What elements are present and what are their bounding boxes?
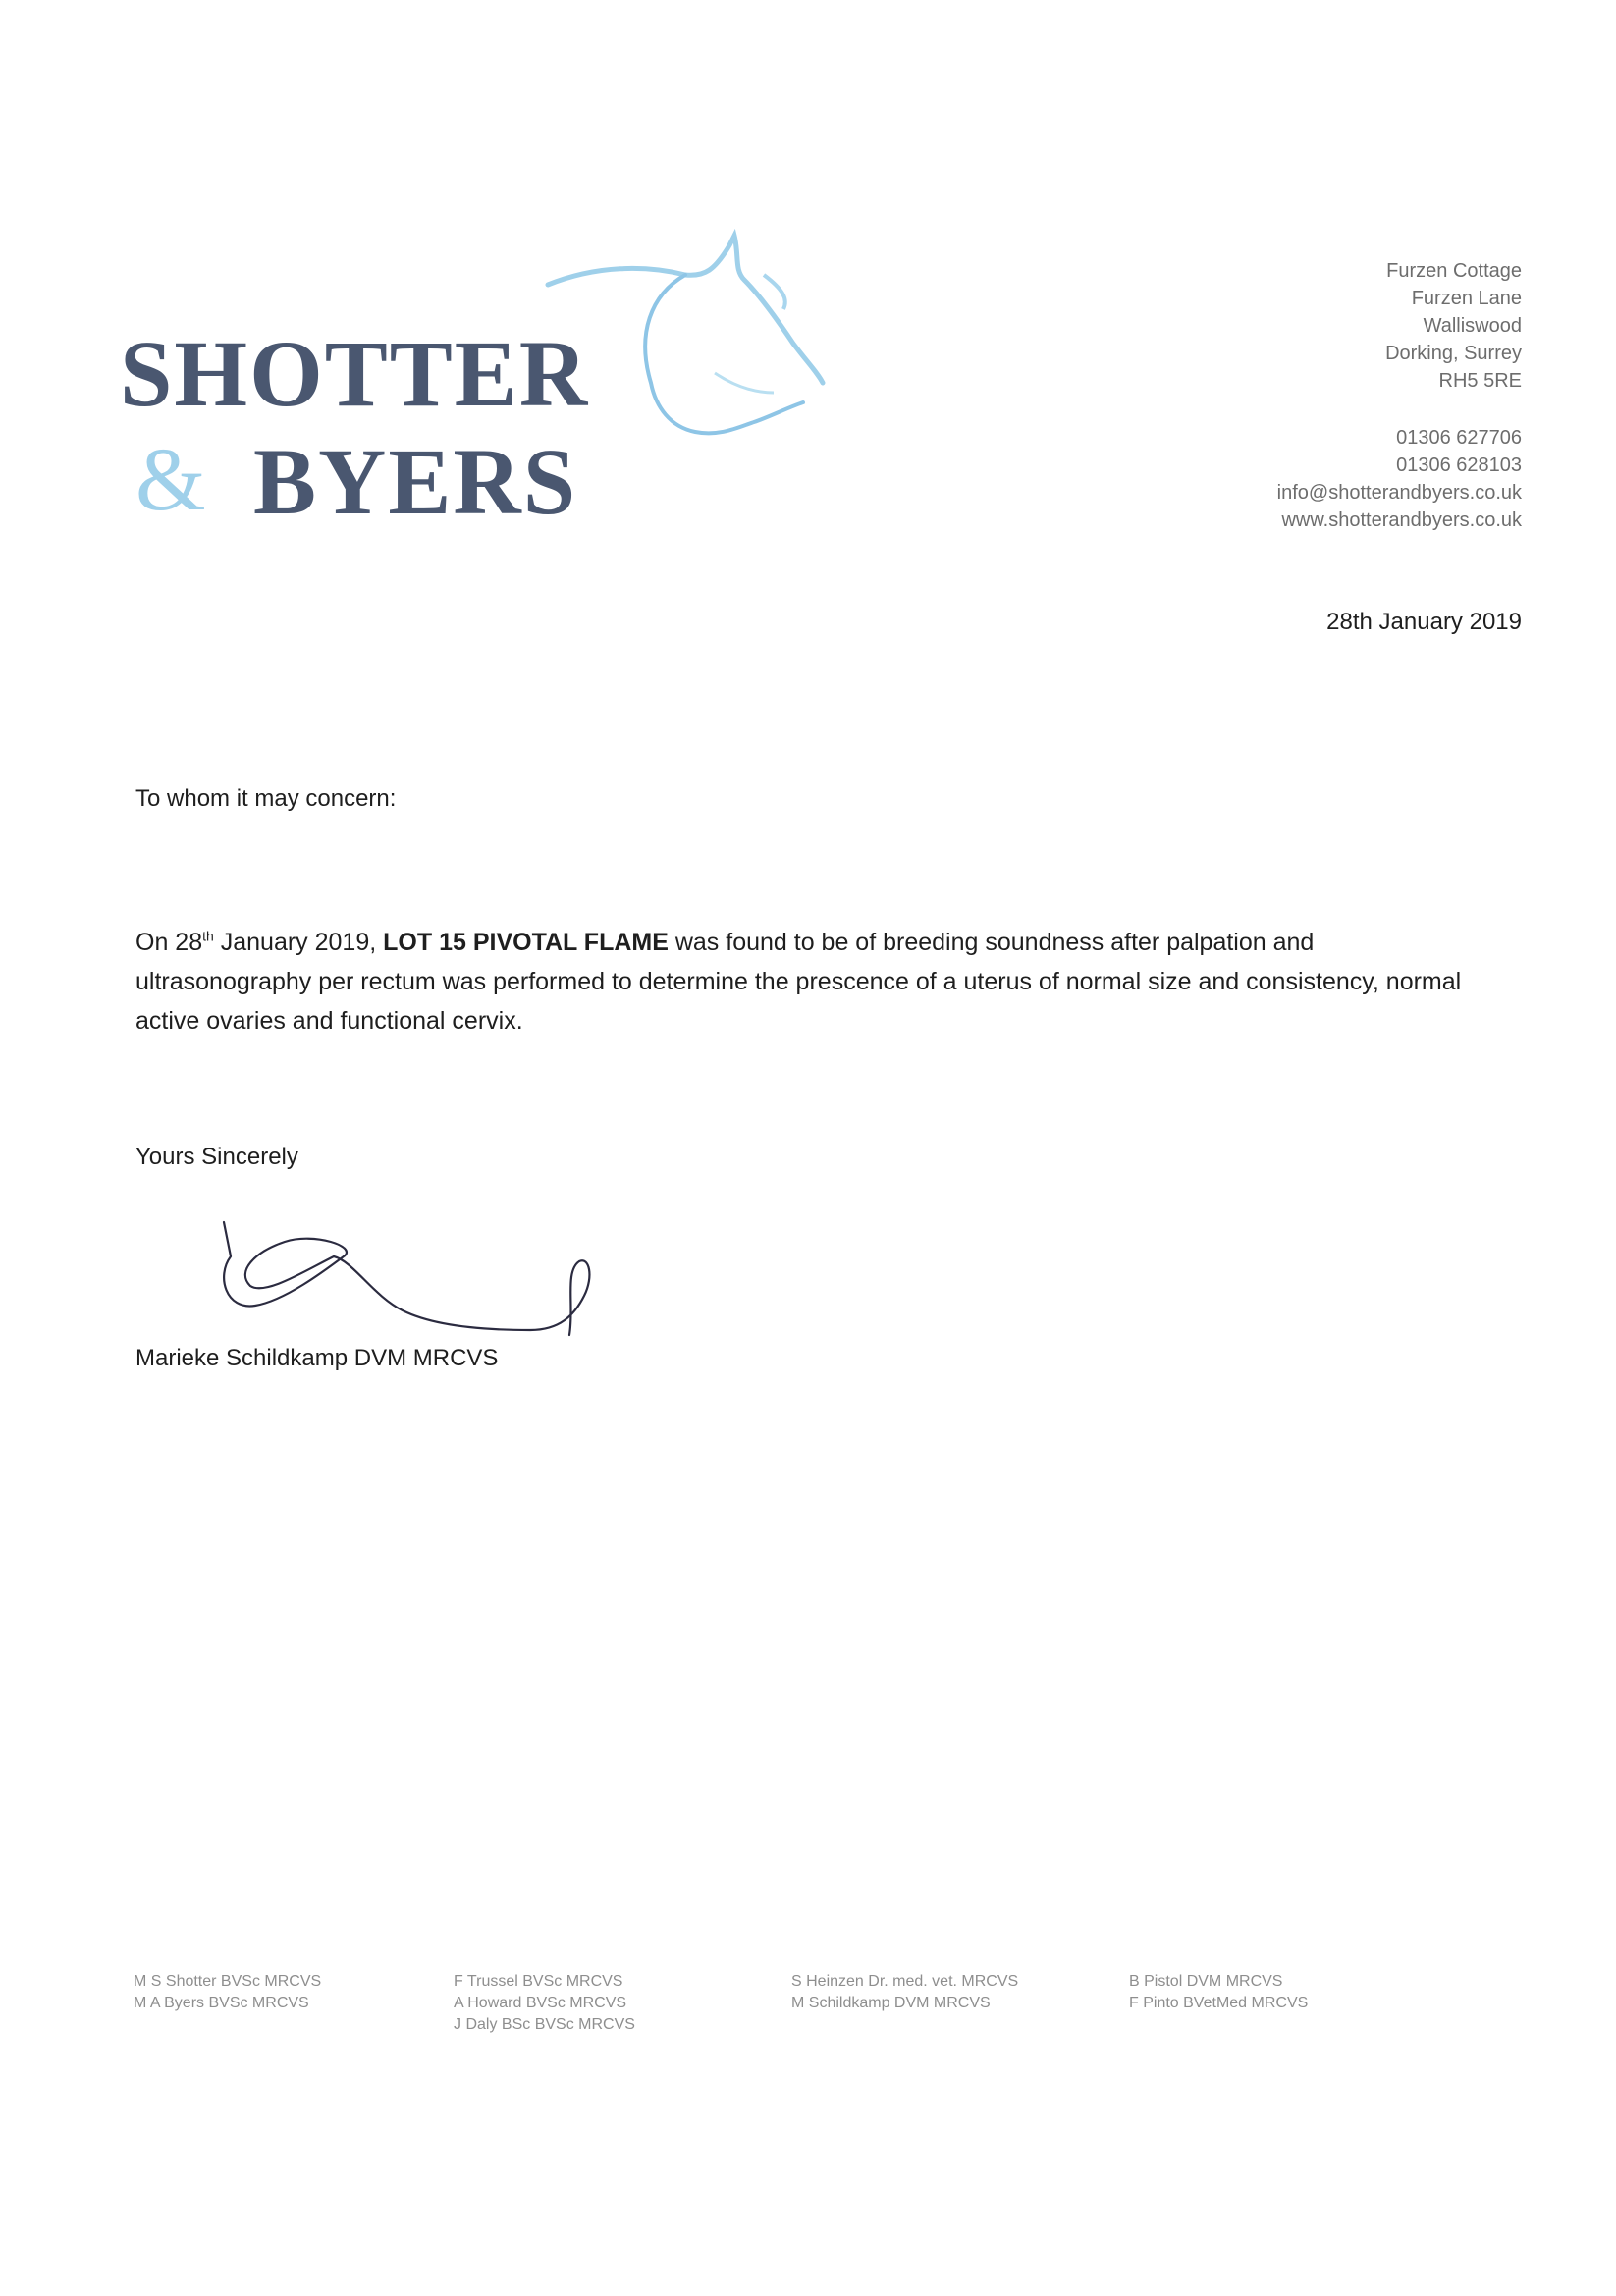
footer-partners-col1: [134, 1971, 321, 2014]
footer-partners-col3: [791, 1971, 1018, 2014]
address-line: Furzen Lane: [1411, 288, 1522, 309]
address-line: Furzen Cottage: [1386, 260, 1522, 282]
letter-date: 28th January 2019: [1326, 609, 1522, 635]
lot-name: LOT 15 PIVOTAL FLAME: [383, 929, 669, 956]
logo-text-byers: BYERS: [253, 429, 578, 534]
footer-name: M S Shotter BVSc MRCVS: [134, 1973, 322, 1990]
logo-text-shotter: SHOTTER: [120, 321, 590, 426]
signatory-name: Marieke Schildkamp DVM MRCVS: [135, 1345, 499, 1371]
footer-name: A Howard BVSc MRCVS: [454, 1995, 627, 2011]
website-url: www.shotterandbyers.co.uk: [1281, 509, 1522, 531]
sender-address: [1385, 257, 1522, 395]
phone-number: 01306 627706: [1396, 427, 1522, 449]
address-postcode: RH5 5RE: [1438, 370, 1522, 392]
body-text: was found to be of breeding soundness after palpation and ultrasonography per rectum was performed to determine the prescence of a uterus of normal size and consistency, normal active ovaries and functional cervix.: [135, 929, 1462, 1035]
footer-name: M A Byers BVSc MRCVS: [134, 1995, 309, 2011]
logo-ampersand: &: [135, 429, 208, 529]
company-logo: [116, 226, 725, 540]
body-superscript: th: [202, 928, 214, 944]
letter-body: [135, 923, 1471, 1041]
salutation: To whom it may concern:: [135, 785, 397, 812]
body-prefix: On 28: [135, 929, 203, 956]
footer-name: S Heinzen Dr. med. vet. MRCVS: [791, 1973, 1019, 1990]
closing: Yours Sincerely: [135, 1144, 298, 1170]
footer-name: B Pistol DVM MRCVS: [1129, 1973, 1283, 1990]
footer-partners-col2: [454, 1971, 635, 2036]
footer-partners-col4: [1129, 1971, 1308, 2014]
footer-name: F Pinto BVetMed MRCVS: [1129, 1995, 1309, 2011]
footer-name: F Trussel BVSc MRCVS: [454, 1973, 623, 1990]
email-address: info@shotterandbyers.co.uk: [1276, 482, 1522, 504]
address-line: Walliswood: [1423, 315, 1522, 337]
footer-name: J Daly BSc BVSc MRCVS: [454, 2016, 635, 2033]
body-date-rest: January 2019,: [213, 929, 384, 956]
footer-name: M Schildkamp DVM MRCVS: [791, 1995, 991, 2011]
signature-icon: [196, 1217, 628, 1345]
sender-contact: [1277, 424, 1522, 534]
address-line: Dorking, Surrey: [1385, 343, 1522, 364]
phone-number: 01306 628103: [1396, 454, 1522, 476]
